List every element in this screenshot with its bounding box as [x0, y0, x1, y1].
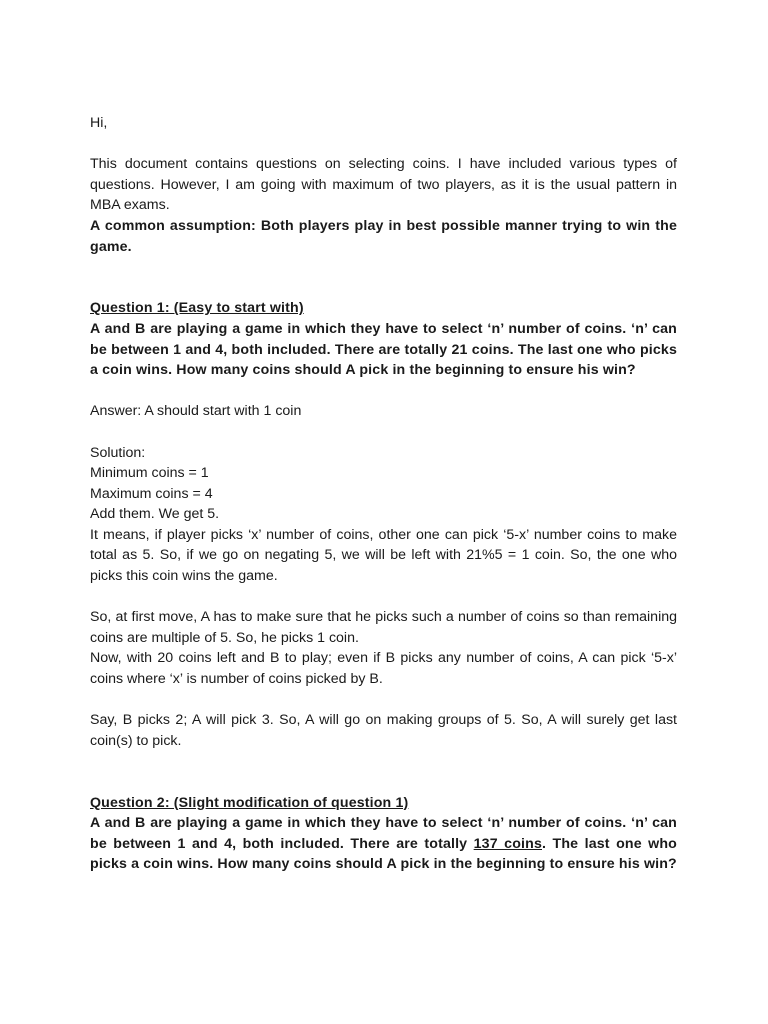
question1-heading: Question 1: (Easy to start with) [90, 300, 304, 317]
question2-heading: Question 2: (Slight modification of question 1) [90, 794, 409, 811]
solution-paragraph: It means, if player picks ‘x’ number of coins, other one can pick ‘5-x’ number coins to make total as 5. So, if we go on negating 5, we will be left with 21%5 = 1 coin. So, the one who picks this coin wins the game. [90, 526, 677, 585]
solution-line: Add them. We get 5. [90, 506, 220, 523]
spacer [90, 381, 677, 402]
solution-paragraph: Now, with 20 coins left and B to play; even if B picks any number of coins, A can pick ‘5-x’ coins where ‘x’ is number of coins picked by B. [90, 650, 677, 688]
spacer [90, 257, 677, 298]
document-page [90, 113, 677, 875]
solution-line: Minimum coins = 1 [90, 465, 209, 482]
solution-paragraph: So, at first move, A has to make sure that he picks such a number of coins so than remaining coins are multiple of 5. So, he picks 1 coin. [90, 609, 677, 646]
solution-line: Maximum coins = 4 [90, 485, 213, 502]
question1-answer: Answer: A should start with 1 coin [90, 403, 302, 420]
spacer [90, 587, 677, 608]
spacer [90, 134, 677, 155]
intro-paragraph: This document contains questions on selecting coins. I have included various types of questions. However, I am going with maximum of two players, as it is the usual pattern in MBA exams. [90, 156, 677, 214]
solution-paragraph: Say, B picks 2; A will pick 3. So, A will go on making groups of 5. So, A will surely get last coin(s) to pick. [90, 712, 677, 749]
assumption-statement: A common assumption: Both players play in best possible manner trying to win the game. [90, 217, 677, 255]
question1-text: A and B are playing a game in which they have to select ‘n’ number of coins. ‘n’ can be between 1 and 4, both included. There are totally 21 coins. The last one who picks a coin wins. How many coins should A pick in the beginning to ensure his win? [90, 320, 677, 379]
question2-text-start: A and B are playing a game in which they have to select ‘n’ number of coins. ‘n’ can be between 1 and 4, both included. There are totally [90, 815, 677, 852]
coin-count-highlight: 137 coins [473, 835, 542, 852]
question2-text [90, 813, 677, 875]
solution-label: Solution: [90, 444, 146, 461]
spacer [90, 422, 677, 443]
spacer [90, 690, 677, 711]
spacer [90, 751, 677, 792]
greeting: Hi, [90, 115, 108, 131]
question2-text-end: . The last one who picks a coin wins. How many coins should A pick in the beginning to ensure his win? [90, 835, 677, 873]
